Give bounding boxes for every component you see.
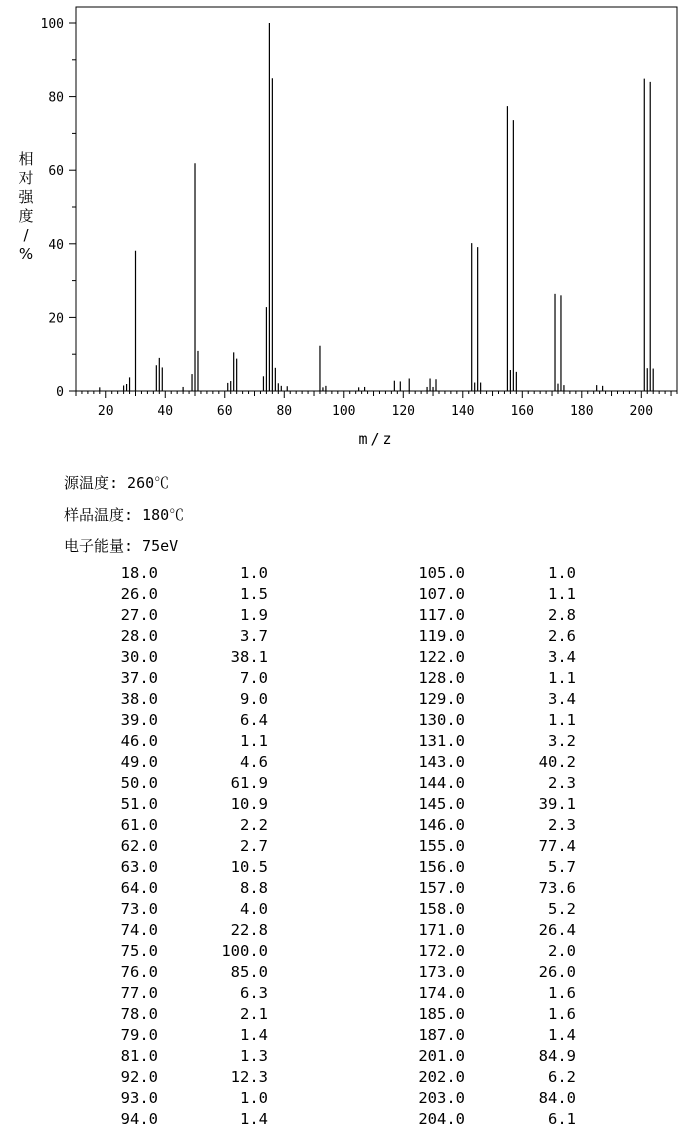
- mz-value: 46.0: [120, 732, 158, 750]
- plot-frame: [76, 7, 677, 391]
- mz-value: 145.0: [418, 795, 465, 813]
- intensity-value: 100.0: [221, 942, 268, 960]
- x-tick-label: 40: [157, 404, 174, 419]
- intensity-value: 2.0: [548, 942, 576, 960]
- intensity-value: 6.3: [240, 984, 268, 1002]
- x-tick-label: 140: [451, 404, 475, 419]
- intensity-value: 1.5: [240, 585, 268, 603]
- intensity-value: 3.4: [548, 690, 576, 708]
- intensity-value: 1.0: [240, 1089, 268, 1107]
- intensity-value: 1.9: [240, 606, 268, 624]
- mz-value: 30.0: [120, 648, 158, 666]
- y-axis-label-char: 度: [18, 207, 34, 225]
- mz-value: 130.0: [418, 711, 465, 729]
- mz-value: 146.0: [418, 816, 465, 834]
- intensity-value: 77.4: [538, 837, 576, 855]
- mz-value: 202.0: [418, 1068, 465, 1086]
- mz-value: 107.0: [418, 585, 465, 603]
- mz-value: 26.0: [120, 585, 158, 603]
- mz-value: 51.0: [120, 795, 158, 813]
- mz-value: 171.0: [418, 921, 465, 939]
- mz-value: 144.0: [418, 774, 465, 792]
- intensity-value: 10.5: [230, 858, 268, 876]
- mz-value: 81.0: [120, 1047, 158, 1065]
- mz-value: 37.0: [120, 669, 158, 687]
- intensity-value: 26.4: [538, 921, 576, 939]
- mz-value: 117.0: [418, 606, 465, 624]
- intensity-value: 4.0: [240, 900, 268, 918]
- mz-value: 50.0: [120, 774, 158, 792]
- intensity-value: 7.0: [240, 669, 268, 687]
- mz-value: 61.0: [120, 816, 158, 834]
- mz-value: 79.0: [120, 1026, 158, 1044]
- mz-value: 105.0: [418, 564, 465, 582]
- x-tick-label: 60: [216, 404, 233, 419]
- intensity-value: 1.1: [548, 669, 576, 687]
- intensity-value: 84.9: [538, 1047, 576, 1065]
- mz-value: 201.0: [418, 1047, 465, 1065]
- mz-value: 62.0: [120, 837, 158, 855]
- x-tick-label: 160: [510, 404, 535, 419]
- y-tick-label: 0: [56, 385, 64, 400]
- intensity-value: 2.3: [548, 816, 576, 834]
- intensity-value: 22.8: [230, 921, 268, 939]
- mz-value: 187.0: [418, 1026, 465, 1044]
- intensity-value: 61.9: [230, 774, 268, 792]
- intensity-value: 1.0: [240, 564, 268, 582]
- intensity-value: 10.9: [230, 795, 268, 813]
- intensity-value: 40.2: [538, 753, 576, 771]
- mz-value: 49.0: [120, 753, 158, 771]
- intensity-value: 1.1: [548, 711, 576, 729]
- mz-value: 203.0: [418, 1089, 465, 1107]
- y-tick-label: 20: [48, 311, 64, 327]
- mz-value: 174.0: [418, 984, 465, 1002]
- mass-spectrum-chart: [0, 0, 680, 455]
- mz-value: 158.0: [418, 900, 465, 918]
- intensity-value: 6.2: [548, 1068, 576, 1086]
- intensity-value: 39.1: [538, 795, 576, 813]
- mz-value: 74.0: [120, 921, 158, 939]
- mz-value: 185.0: [418, 1005, 465, 1023]
- mz-value: 18.0: [120, 564, 158, 582]
- mz-value: 129.0: [418, 690, 465, 708]
- intensity-value: 2.1: [240, 1005, 268, 1023]
- mz-value: 131.0: [418, 732, 465, 750]
- mz-value: 143.0: [418, 753, 465, 771]
- y-tick-label: 80: [48, 90, 64, 106]
- electron-energy: 电子能量: 75eV: [64, 537, 179, 555]
- mz-value: 122.0: [418, 648, 465, 666]
- intensity-value: 2.2: [240, 816, 268, 834]
- mz-value: 128.0: [418, 669, 465, 687]
- intensity-value: 1.1: [548, 585, 576, 603]
- mz-value: 92.0: [120, 1068, 158, 1086]
- y-tick-label: 60: [48, 164, 64, 180]
- mz-value: 75.0: [120, 942, 158, 960]
- intensity-value: 5.2: [548, 900, 576, 918]
- y-axis-label-char: 对: [18, 169, 34, 187]
- intensity-value: 1.4: [240, 1110, 268, 1128]
- x-tick-label: 80: [276, 404, 293, 419]
- x-tick-label: 20: [97, 404, 114, 419]
- intensity-value: 2.8: [548, 606, 576, 624]
- mz-value: 27.0: [120, 606, 158, 624]
- mz-value: 76.0: [120, 963, 158, 981]
- x-tick-label: 100: [332, 404, 356, 419]
- intensity-value: 6.1: [548, 1110, 576, 1128]
- intensity-value: 1.4: [548, 1026, 576, 1044]
- intensity-value: 1.4: [240, 1026, 268, 1044]
- sample-temperature: 样品温度: 180℃: [64, 506, 185, 524]
- intensity-value: 6.4: [240, 711, 268, 729]
- mz-value: 156.0: [418, 858, 465, 876]
- mz-value: 28.0: [120, 627, 158, 645]
- intensity-value: 84.0: [538, 1089, 576, 1107]
- intensity-value: 8.8: [240, 879, 268, 897]
- x-tick-label: 120: [391, 404, 416, 419]
- mz-value: 172.0: [418, 942, 465, 960]
- intensity-value: 1.0: [548, 564, 576, 582]
- mz-value: 39.0: [120, 711, 158, 729]
- intensity-value: 1.1: [240, 732, 268, 750]
- y-axis-label-char: /: [23, 226, 29, 244]
- intensity-value: 26.0: [538, 963, 576, 981]
- intensity-value: 2.7: [240, 837, 268, 855]
- intensity-value: 2.3: [548, 774, 576, 792]
- intensity-value: 12.3: [230, 1068, 268, 1086]
- mz-value: 73.0: [120, 900, 158, 918]
- intensity-value: 4.6: [240, 753, 268, 771]
- y-axis-label: [14, 150, 38, 264]
- source-temperature: 源温度: 260℃: [64, 474, 170, 492]
- intensity-value: 1.6: [548, 1005, 576, 1023]
- intensity-value: 5.7: [548, 858, 576, 876]
- y-tick-label: 100: [40, 17, 64, 32]
- mz-value: 78.0: [120, 1005, 158, 1023]
- intensity-value: 3.4: [548, 648, 576, 666]
- intensity-value: 38.1: [230, 648, 268, 666]
- mz-value: 155.0: [418, 837, 465, 855]
- x-tick-label: 200: [629, 404, 654, 419]
- intensity-value: 73.6: [538, 879, 576, 897]
- mz-value: 77.0: [120, 984, 158, 1002]
- mz-value: 38.0: [120, 690, 158, 708]
- mz-value: 173.0: [418, 963, 465, 981]
- y-axis-label-char: 强: [18, 188, 34, 206]
- intensity-value: 1.3: [240, 1047, 268, 1065]
- intensity-value: 1.6: [548, 984, 576, 1002]
- mz-value: 119.0: [418, 627, 465, 645]
- x-tick-label: 180: [570, 404, 594, 419]
- mz-value: 94.0: [120, 1110, 158, 1128]
- mz-value: 64.0: [120, 879, 158, 897]
- mz-value: 204.0: [418, 1110, 465, 1128]
- mz-value: 157.0: [418, 879, 465, 897]
- y-axis-label-char: %: [18, 245, 34, 263]
- y-tick-label: 40: [48, 237, 64, 253]
- x-axis-label: m/z: [358, 430, 395, 448]
- intensity-value: 3.7: [240, 627, 268, 645]
- mz-value: 63.0: [120, 858, 158, 876]
- y-axis-label-char: 相: [18, 150, 34, 168]
- intensity-value: 9.0: [240, 690, 268, 708]
- intensity-value: 3.2: [548, 732, 576, 750]
- intensity-value: 2.6: [548, 627, 576, 645]
- intensity-value: 85.0: [230, 963, 268, 981]
- mz-value: 93.0: [120, 1089, 158, 1107]
